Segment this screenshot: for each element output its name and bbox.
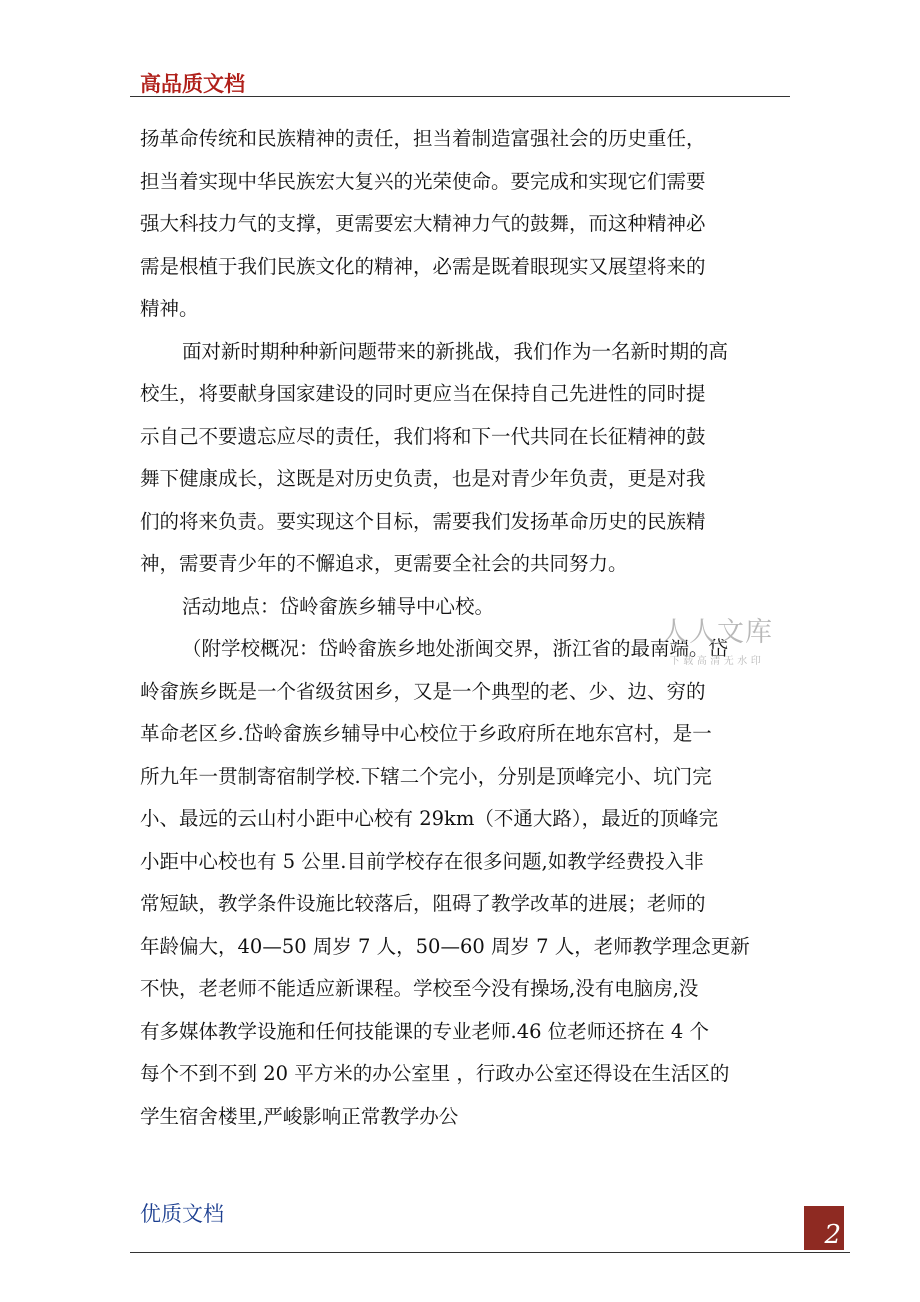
header-divider (130, 96, 790, 97)
text-line: 面对新时期种种新问题带来的新挑战，我们作为一名新时期的高 (182, 339, 729, 363)
text-line: 强大科技力气的支撑，更需要宏大精神力气的鼓舞，而这种精神必 (140, 212, 706, 235)
header-title: 高品质文档 (140, 72, 245, 96)
text-line: 扬革命传统和民族精神的责任，担当着制造富强社会的历史重任， (140, 127, 706, 150)
text-line: 不快，老老师不能适应新课程。学校至今没有操场,没有电脑房,没 (140, 977, 699, 1000)
text-line: 活动地点：岱岭畲族乡辅导中心校。 (182, 594, 495, 618)
text-line: 小距中心校也有 5 公里.目前学校存在很多问题,如教学经费投入非 (140, 849, 704, 873)
watermark-tagline: 下载高清无水印 (669, 656, 765, 667)
text-line: 示自己不要遗忘应尽的责任，我们将和下一代共同在长征精神的鼓 (140, 424, 706, 448)
footer-title: 优质文档 (140, 1202, 224, 1226)
text-line: 常短缺，教学条件设施比较落后，阻碍了教学改革的进展；老师的 (140, 892, 706, 915)
text-line: 神，需要青少年的不懈追求，更需要全社会的共同努力。 (140, 552, 628, 575)
text-line: 小、最远的云山村小距中心校有 29km（不通大路），最近的顶峰完 (140, 807, 719, 830)
text-line: 所九年一贯制寄宿制学校.下辖二个完小，分别是顶峰完小、坑门完 (140, 764, 712, 788)
text-line: 革命老区乡.岱岭畲族乡辅导中心校位于乡政府所在地东宫村，是一 (140, 722, 712, 745)
text-line: 担当着实现中华民族宏大复兴的光荣使命。要完成和实现它们需要 (140, 169, 706, 193)
text-line: 们的将来负责。要实现这个目标，需要我们发扬革命历史的民族精 (140, 509, 706, 533)
text-line: 有多媒体教学设施和任何技能课的专业老师.46 位老师还挤在 4 个 (140, 1019, 710, 1043)
text-line: 需是根植于我们民族文化的精神，必需是既着眼现实又展望将来的 (140, 254, 706, 278)
footer-divider (130, 1252, 850, 1253)
page-number-badge: 2 (804, 1206, 844, 1250)
text-line: 校生，将要献身国家建设的同时更应当在保持自己先进性的同时提 (140, 382, 706, 405)
text-line: 精神。 (140, 297, 199, 320)
text-line: 舞下健康成长，这既是对历史负责，也是对青少年负责，更是对我 (140, 467, 706, 490)
text-line: （附学校概况：岱岭畲族乡地处浙闽交界，浙江省的最南端。岱 (182, 637, 729, 660)
text-line: 岭畲族乡既是一个省级贫困乡，又是一个典型的老、少、边、穷的 (140, 679, 706, 703)
watermark-logo-text: 人人文库 (661, 617, 773, 648)
watermark (652, 616, 782, 667)
text-line: 学生宿舍楼里,严峻影响正常教学办公 (140, 1104, 459, 1128)
text-line: 每个不到不到 20 平方米的办公室里 ，行政办公室还得设在生活区的 (140, 1062, 730, 1085)
text-line: 年龄偏大，40—50 周岁 7 人，50—60 周岁 7 人，老师教学理念更新 (140, 934, 750, 958)
